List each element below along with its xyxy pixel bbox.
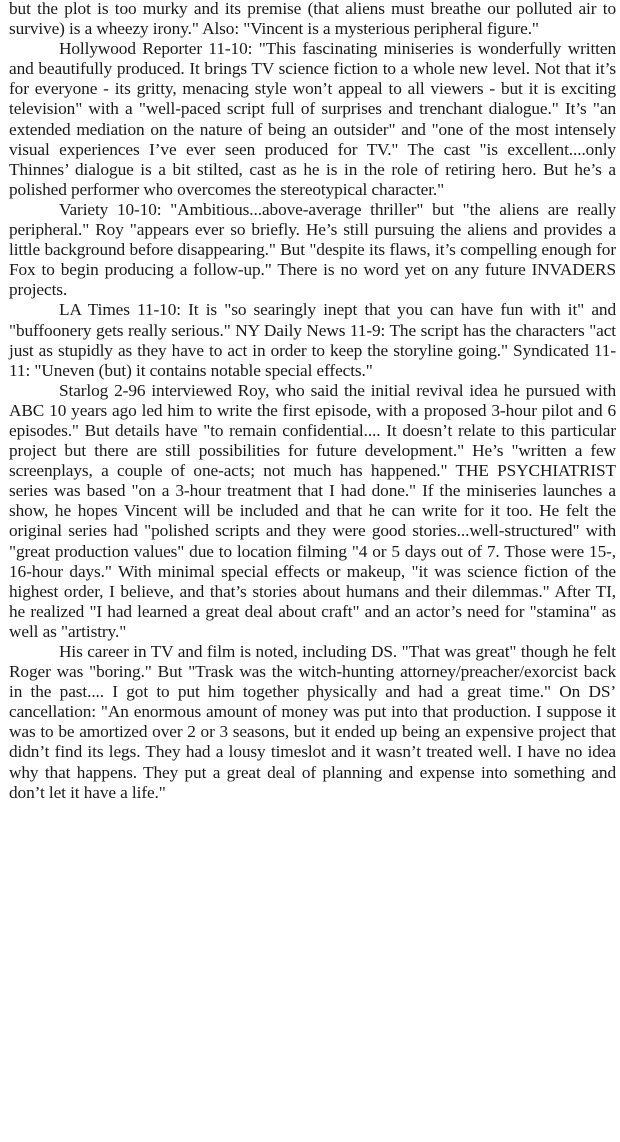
paragraph-starlog-interview: Starlog 2-96 interviewed Roy, who said the initial revival idea he pursued with ABC 10 years ago led him to write the first episode, with a proposed 3-hour pilot and 6 episodes." But details have "to remain confidential.... It doesn’t relate to this particular project but there are still possibilities for future development." He’s "written a few screenplays, a couple of one-acts; not much has happened." THE PSYCHIATRIST series was based "on a 3-hour treatment that I had done." If the miniseries launches a show, he hopes Vincent will be included and that he can write for it too. He felt the original series had "polished scripts and they were good stories...well-structured" with "great production values" due to location filming "4 or 5 days out of 7. Those were 15-, 16-hour days." With minimal special effects or makeup, "it was science fiction of the highest order, I believe, and that’s stories about humans and their dilemmas." After TI, he realized "I had learned a great deal about craft" and an actor’s need for "stamina" as well as "artistry."	[9, 380, 616, 641]
paragraph-la-times: LA Times 11-10: It is "so searingly inept that you can have fun with it" and "buffoonery gets really serious." NY Daily News 11-9: The script has the characters "act just as stupidly as they have to act in order to keep the storyline going." Syndicated 11-11: "Uneven (but) it contains notable special effects."	[9, 300, 616, 380]
paragraph-variety: Variety 10-10: "Ambitious...above-average thriller" but "the aliens are really peripheral." Roy "appears ever so briefly. He’s still pursuing the aliens and provides a little background before disappearing." But "despite its flaws, it’s compelling enough for Fox to begin producing a follow-up." There is no word yet on any future INVADERS projects.	[9, 199, 616, 300]
paragraph-career: His career in TV and film is noted, including DS. "That was great" though he felt Roger was "boring." But "Trask was the witch-hunting attorney/preacher/exorcist back in the past.... I got to put him together physically and had a great time." On DS’ cancellation: "An enormous amount of money was put into that production. I suppose it was to be amortized over 2 or 3 seasons, but it ended up being an expensive project that didn’t find its legs. They had a lousy timeslot and it wasn’t treated well. I have no idea why that happens. They put a great deal of planning and expense into something and don’t let it have a life."	[9, 642, 616, 802]
paragraph-review-continuation: but the plot is too murky and its premise (that aliens must breathe our polluted air to survive) is a wheezy irony." Also: "Vincent is a mysterious peripheral figure."	[9, 0, 616, 39]
paragraph-hollywood-reporter: Hollywood Reporter 11-10: "This fascinating miniseries is wonderfully written and beautifully produced. It brings TV science fiction to a whole new level. Not that it’s for everyone - its gritty, menacing style won’t appeal to all viewers - but it is exciting television" with a "well-paced script full of surprises and trenchant dialogue." It’s "an extended mediation on the nature of being an outsider" and "one of the most intensely visual experiences I’ve ever seen produced for TV." The cast "is excellent....only Thinnes’ dialogue is a bit stilted, cast as he is in the role of retiring hero. But he’s a polished performer who overcomes the stereotypical character."	[9, 39, 616, 199]
